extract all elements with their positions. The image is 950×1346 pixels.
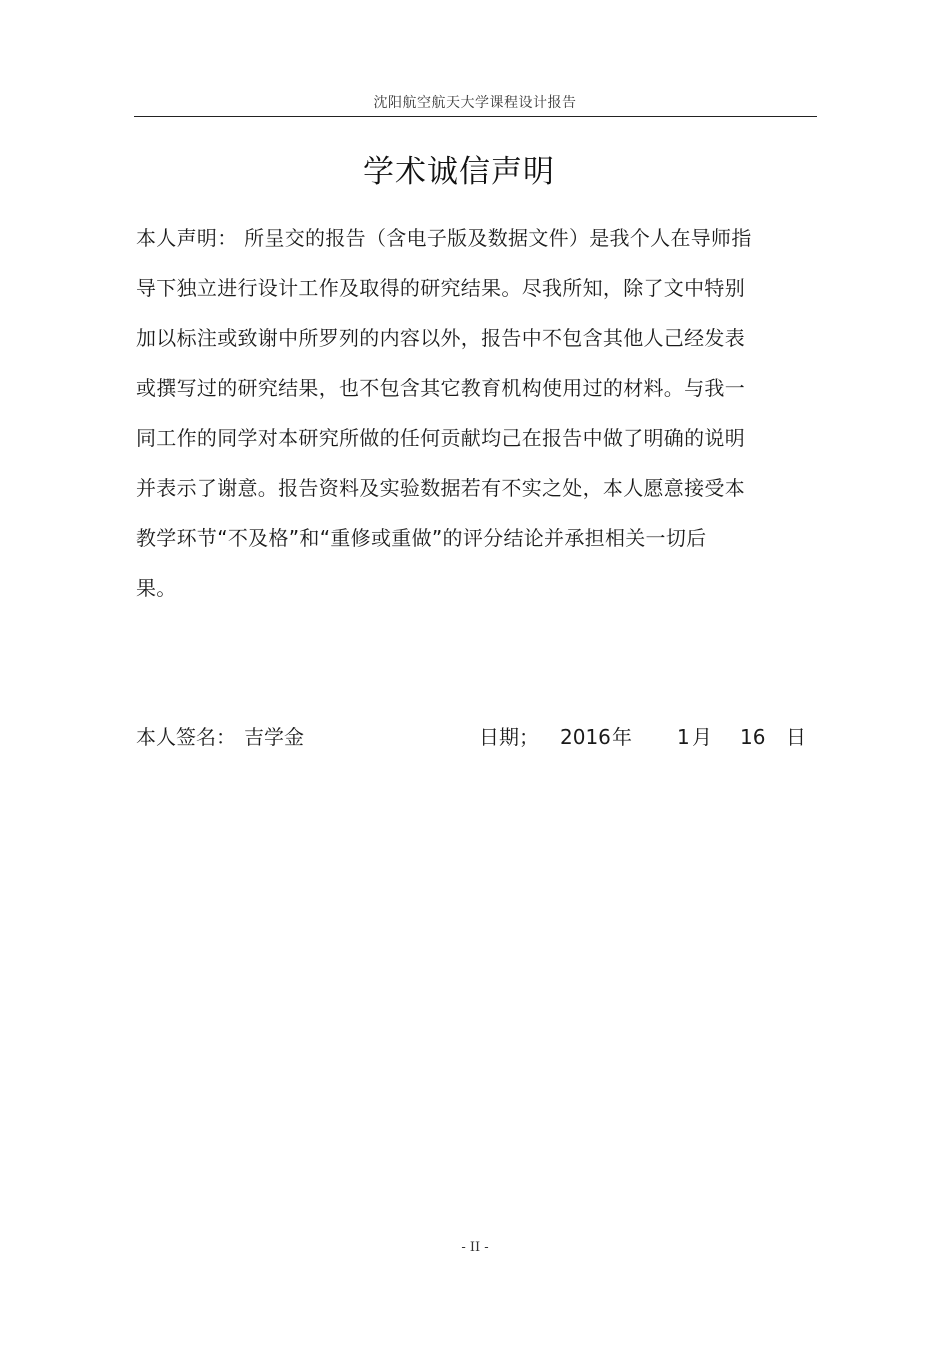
date-year-unit: 年 [612, 725, 632, 749]
date-year: 2016 [560, 725, 611, 749]
running-header: 沈阳航空航天大学课程设计报告 [373, 95, 577, 111]
signature-name: 吉学金 [244, 725, 304, 749]
page-number: - II - [461, 1240, 489, 1255]
body-line: 导下独立进行设计工作及取得的研究结果。尽我所知，除了文中特别 [136, 276, 745, 300]
body-line: 并表示了谢意。报告资料及实验数据若有不实之处，本人愿意接受本 [136, 476, 745, 500]
date-day-unit: 日 [786, 725, 806, 749]
body-line: 同工作的同学对本研究所做的任何贡献均己在报告中做了明确的说明 [136, 426, 745, 450]
date-day: 16 [740, 725, 766, 749]
date-label: 日期； [479, 725, 539, 749]
body-line: 加以标注或致谢中所罗列的内容以外，报告中不包含其他人己经发表 [136, 326, 745, 350]
body-line: 果。 [136, 576, 177, 600]
signature-row [136, 720, 816, 754]
body-line: 或撰写过的研究结果，也不包含其它教育机构使用过的材料。与我一 [136, 376, 745, 400]
signature-label: 本人签名： [136, 725, 236, 749]
body-line: 教学环节“不及格”和“重修或重做”的评分结论并承担相关一切后 [136, 526, 707, 550]
header-divider [134, 116, 817, 117]
body-line: 本人声明： 所呈交的报告（含电子版及数据文件）是我个人在导师指 [136, 226, 752, 250]
page-title: 学术诚信声明 [363, 154, 555, 190]
date-month-unit: 月 [692, 725, 712, 749]
date-month: 1 [677, 725, 690, 749]
declaration-body [136, 222, 776, 622]
